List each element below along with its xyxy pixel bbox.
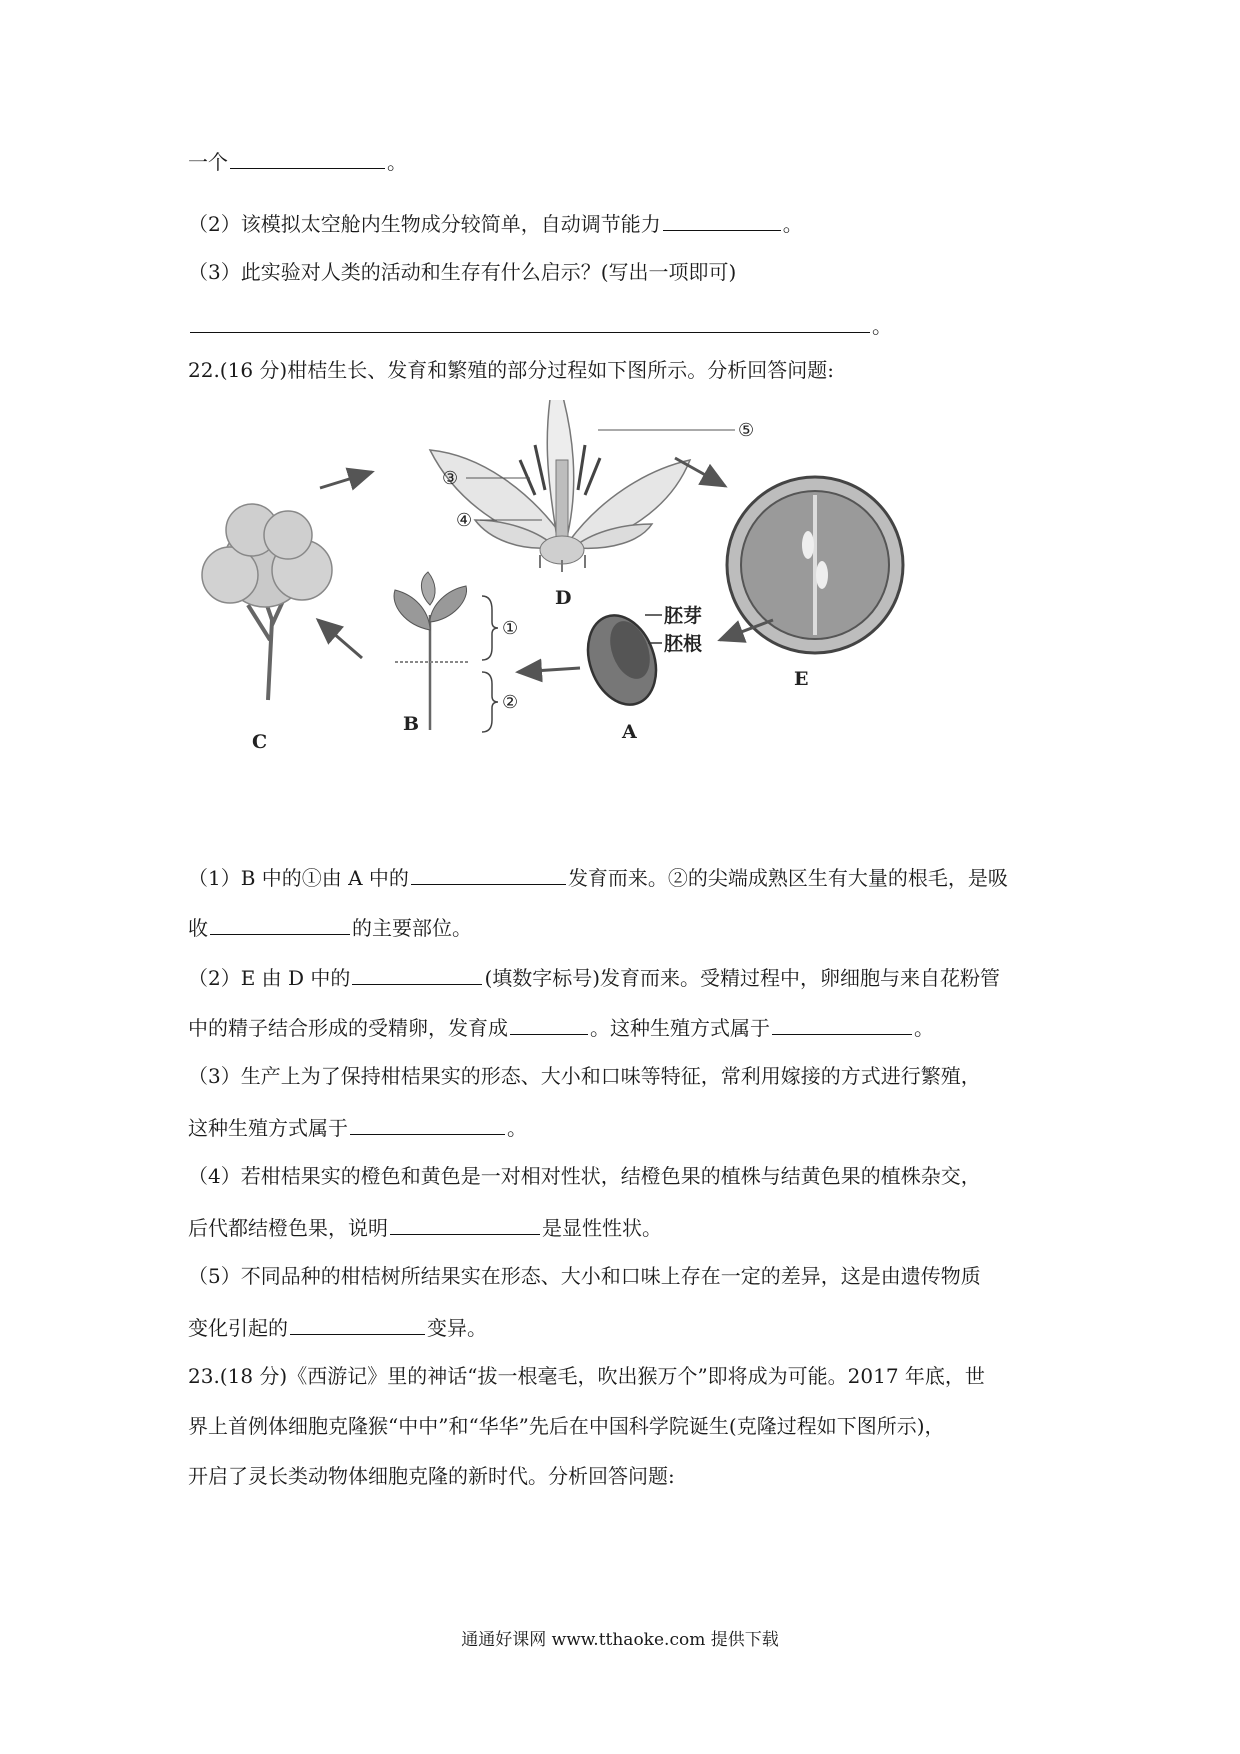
label-1: ① xyxy=(502,618,519,639)
q22-part-3-line-2: 这种生殖方式属于 。 xyxy=(188,1112,527,1142)
page-footer: 通通好课网 www.tthaoke.com 提供下载 xyxy=(461,1630,779,1650)
q22-part-4-line-2: 后代都结橙色果，说明 是显性性状。 xyxy=(188,1212,662,1242)
q21-part-3-answer: 。 xyxy=(188,310,892,340)
arrow-c-to-d xyxy=(320,472,372,488)
label-3: ③ xyxy=(442,468,459,489)
q22-part-5-line-2: 变化引起的 变异。 xyxy=(188,1312,487,1342)
tree-c-illustration xyxy=(202,504,332,700)
label-c: C xyxy=(252,731,268,753)
q22-part-1-line-1: （1）B 中的①由 A 中的 发育而来。②的尖端成熟区生有大量的根毛，是吸 xyxy=(188,862,1008,892)
brace-1 xyxy=(482,596,498,660)
label-radicle: 胚根 xyxy=(664,633,703,655)
answer-blank[interactable] xyxy=(510,1012,588,1035)
seedling-b-illustration xyxy=(394,572,470,730)
answer-blank[interactable] xyxy=(290,1312,425,1335)
q23-line-1: 23.(18 分)《西游记》里的神话“拔一根毫毛，吹出猴万个”即将成为可能。2017 年底，世 xyxy=(188,1364,985,1388)
label-5: ⑤ xyxy=(738,420,755,441)
answer-blank[interactable] xyxy=(663,208,781,231)
answer-blank[interactable] xyxy=(772,1012,912,1035)
answer-blank[interactable] xyxy=(352,962,482,985)
flower-d-illustration xyxy=(430,400,690,572)
answer-blank[interactable] xyxy=(350,1112,505,1135)
q23-line-2: 界上首例体细胞克隆猴“中中”和“华华”先后在中国科学院诞生(克隆过程如下图所示)， xyxy=(188,1414,945,1438)
label-e: E xyxy=(794,668,809,690)
label-2: ② xyxy=(502,692,519,713)
answer-blank[interactable] xyxy=(411,862,566,885)
q22-part-3-line-1: （3）生产上为了保持柑桔果实的形态、大小和口味等特征，常利用嫁接的方式进行繁殖， xyxy=(188,1064,981,1088)
q22-part-1-line-2: 收 的主要部位。 xyxy=(188,912,472,942)
q23-line-3: 开启了灵长类动物体细胞克隆的新时代。分析回答问题: xyxy=(188,1464,675,1488)
q22-part-4-line-1: （4）若柑桔果实的橙色和黄色是一对相对性状，结橙色果的植株与结黄色果的植株杂交， xyxy=(188,1164,981,1188)
brace-2 xyxy=(482,672,498,732)
q22-part-2-line-2: 中的精子结合形成的受精卵，发育成 。这种生殖方式属于 。 xyxy=(188,1012,934,1042)
label-a: A xyxy=(622,721,637,743)
q22-part-2-line-1: （2）E 由 D 中的 (填数字标号)发育而来。受精过程中，卵细胞与来自花粉管 xyxy=(188,962,1000,992)
answer-blank[interactable] xyxy=(210,912,350,935)
arrow-a-to-b xyxy=(518,668,580,672)
q22-part-5-line-1: （5）不同品种的柑桔树所结果实在形态、大小和口味上存在一定的差异，这是由遗传物质 xyxy=(188,1264,981,1288)
q21-part-3: （3）此实验对人类的活动和生存有什么启示？(写出一项即可) xyxy=(188,260,737,284)
label-d: D xyxy=(555,587,572,609)
seed-a-illustration xyxy=(576,606,668,714)
answer-blank[interactable] xyxy=(190,310,870,333)
answer-blank[interactable] xyxy=(390,1212,540,1235)
q22-intro: 22.(16 分)柑桔生长、发育和繁殖的部分过程如下图所示。分析回答问题: xyxy=(188,358,834,382)
label-plumule: 胚芽 xyxy=(664,605,703,627)
label-4: ④ xyxy=(456,510,473,531)
arrow-b-to-c xyxy=(318,620,362,658)
answer-blank[interactable] xyxy=(230,146,385,169)
citrus-lifecycle-figure xyxy=(190,400,1020,840)
q21-part-2: （2）该模拟太空舱内生物成分较简单，自动调节能力 。 xyxy=(188,208,803,238)
q21-line-1: 一个 。 xyxy=(188,146,407,176)
label-b: B xyxy=(403,713,420,735)
